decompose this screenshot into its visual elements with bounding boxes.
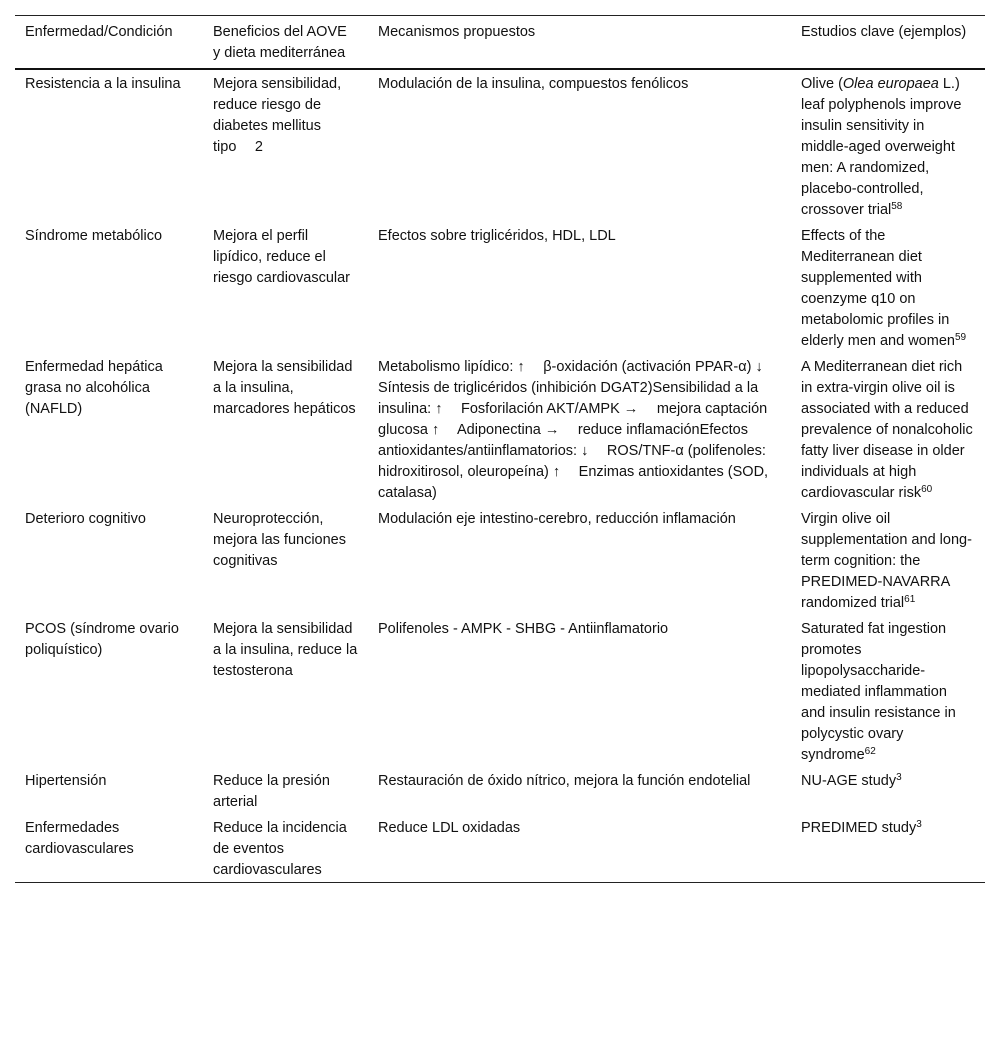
mechanisms-cell: Restauración de óxido nítrico, mejora la función endotelial [378,773,751,789]
benefits-cell: Mejora sensibilidad, reduce riesgo de diabetes mellitus tipo 2 [213,76,346,155]
condition-cell: Hipertensión [25,773,107,789]
table-row [15,353,985,505]
mechanisms-cell: Modulación eje intestino-cerebro, reducción inflamación [378,511,736,527]
benefits-cell: Reduce la presión arterial [213,773,334,810]
study-title: Olea europaea [842,76,939,92]
reference-number: 58 [891,201,903,212]
reference-number: 60 [921,484,933,495]
mechanisms-cell: Metabolismo lipídico: ↑ β-oxidación (activación PPAR-α) ↓ Síntesis de triglicéridos (inhibición DGAT2)Sensibilidad a la insulina: ↑ Fosforilación AKT/AMPK → mejora captación glucosa ↑ Adiponectina → reduce inflamaciónEfectos antioxidantes/antiinflamatorios: ↓ ROS/TNF-α (polifenoles: hidroxitirosol, oleuropeína) ↑ Enzimas antioxidantes (SOD, catalasa) [378,359,782,501]
study-cell [791,615,985,767]
study-title: A Mediterranean diet rich in extra-virgin olive oil is associated with a reduced prevalence of nonalcoholic fatty liver disease in older individuals at high cardiovascular risk [801,359,977,501]
evoo-benefits-table [15,15,985,883]
mechanisms-cell: Efectos sobre triglicéridos, HDL, LDL [378,228,616,244]
study-cell [791,767,985,814]
study-title: PREDIMED study [801,820,917,836]
table-header-row [15,16,985,70]
header-mechanisms: Mecanismos propuestos [378,24,536,40]
reference-number: 61 [904,594,916,605]
study-title: Virgin olive oil supplementation and long-term cognition: the PREDIMED-NAVARRA randomized trial [801,511,972,611]
mechanisms-cell: Polifenoles - AMPK - SHBG - Antiinflamatorio [378,621,669,637]
condition-cell: Deterioro cognitivo [25,511,146,527]
condition-cell: Síndrome metabólico [25,228,163,244]
study-cell [791,222,985,353]
mechanisms-cell: Modulación de la insulina, compuestos fenólicos [378,76,689,92]
study-cell [791,69,985,222]
reference-number: 62 [864,746,876,757]
header-condition: Enfermedad/Condición [25,24,173,40]
reference-number: 3 [916,819,922,830]
condition-cell: Enfermedad hepática grasa no alcohólica (NAFLD) [25,359,167,417]
reference-number: 3 [896,772,902,783]
study-title: Olive ( [801,76,843,92]
study-title: Effects of the Mediterranean diet supplemented with coenzyme q10 on metabolomic profiles in elderly men and women [801,228,955,349]
study-cell [791,353,985,505]
condition-cell: Resistencia a la insulina [25,76,181,92]
study-title: L.) leaf polyphenols improve insulin sensitivity in middle-aged overweight men: A randomized, placebo-controlled, crossover trial [801,76,966,218]
mechanisms-cell: Reduce LDL oxidadas [378,820,521,836]
benefits-cell: Reduce la incidencia de eventos cardiovasculares [213,820,351,878]
condition-cell: PCOS (síndrome ovario poliquístico) [25,621,183,658]
benefits-cell: Mejora la sensibilidad a la insulina, marcadores hepáticos [213,359,357,417]
condition-cell: Enfermedades cardiovasculares [25,820,134,857]
benefits-cell: Mejora la sensibilidad a la insulina, reduce la testosterona [213,621,362,679]
table-row [15,222,985,353]
table-row [15,505,985,615]
table-row [15,69,985,222]
study-title: Saturated fat ingestion promotes lipopolysaccharide-mediated inflammation and insulin resistance in polycystic ovary syndrome [801,621,960,763]
table-row [15,615,985,767]
study-cell [791,505,985,615]
study-cell [791,814,985,883]
study-title: NU-AGE study [801,773,897,789]
table-row [15,767,985,814]
reference-number: 59 [954,332,967,343]
header-benefits: Beneficios del AOVE y dieta mediterránea [213,24,351,61]
benefits-cell: Neuroprotección, mejora las funciones cognitivas [213,511,351,569]
table-row [15,814,985,883]
benefits-cell: Mejora el perfil lipídico, reduce el riesgo cardiovascular [213,228,351,286]
header-studies: Estudios clave (ejemplos) [801,24,967,40]
